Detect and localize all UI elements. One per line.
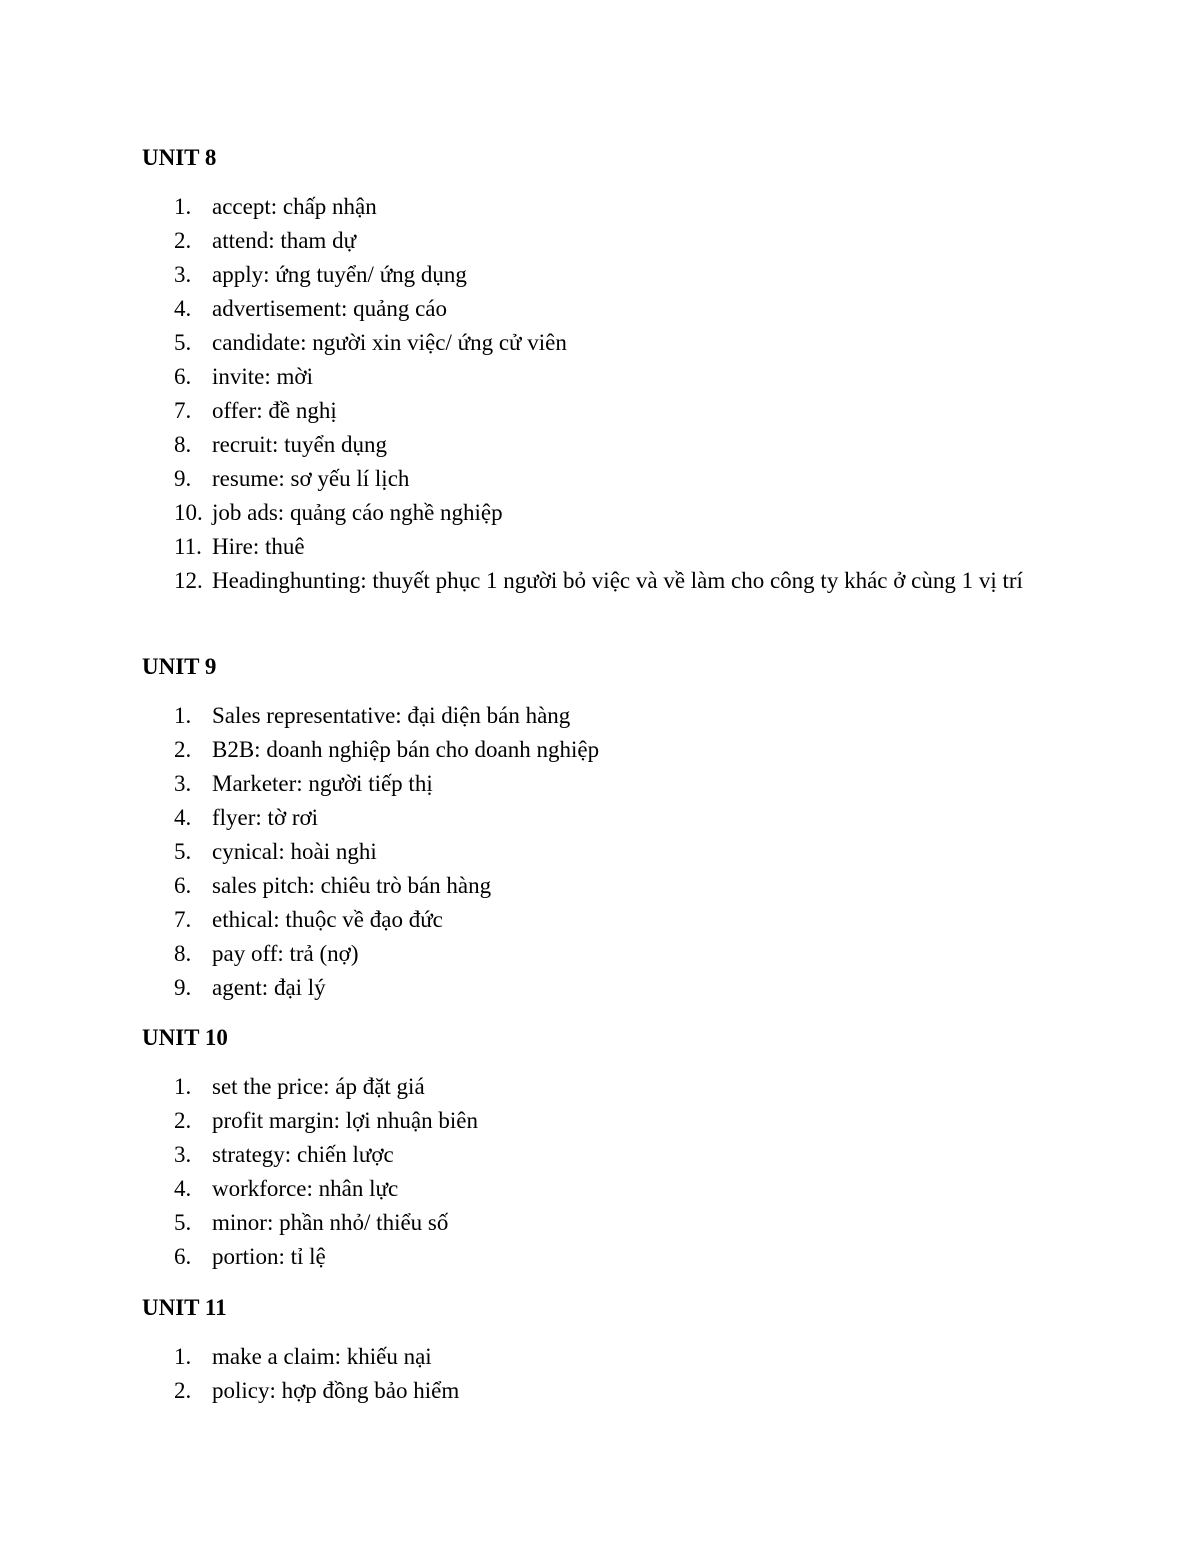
item-text: ethical: thuộc về đạo đức — [212, 907, 443, 932]
unit-11-section — [142, 1291, 1102, 1408]
item-number: 11. — [174, 534, 202, 559]
item-text: portion: tỉ lệ — [212, 1244, 326, 1269]
item-text: workforce: nhân lực — [212, 1176, 399, 1201]
item-text: agent: đại lý — [212, 975, 326, 1000]
item-text: invite: mời — [212, 364, 313, 389]
item-number: 7. — [174, 398, 192, 423]
item-text: candidate: người xin việc/ ứng cử viên — [212, 330, 567, 355]
item-text: job ads: quảng cáo nghề nghiệp — [212, 500, 503, 525]
list-item — [142, 767, 1102, 801]
unit-10-section — [142, 1021, 1102, 1274]
item-number: 3. — [174, 1142, 192, 1167]
list-item — [142, 937, 1102, 971]
unit-title: UNIT 11 — [142, 1295, 227, 1320]
list-item — [142, 835, 1102, 869]
list-item — [142, 903, 1102, 937]
list-item — [142, 1172, 1102, 1206]
item-text: minor: phần nhỏ/ thiểu số — [212, 1210, 449, 1235]
item-text: accept: chấp nhận — [212, 194, 377, 219]
item-text: Sales representative: đại diện bán hàng — [212, 703, 571, 728]
list-item — [142, 292, 1102, 326]
list-item — [142, 1240, 1102, 1274]
list-item — [142, 462, 1102, 496]
item-text: pay off: trả (nợ) — [212, 941, 359, 966]
item-number: 3. — [174, 771, 192, 796]
item-number: 2. — [174, 228, 192, 253]
item-number: 5. — [174, 839, 192, 864]
item-text: sales pitch: chiêu trò bán hàng — [212, 873, 492, 898]
item-number: 8. — [174, 941, 192, 966]
list-item — [142, 1070, 1102, 1104]
item-number: 1. — [174, 1344, 192, 1369]
item-text: set the price: áp đặt giá — [212, 1074, 425, 1099]
item-number: 9. — [174, 975, 192, 1000]
item-text: advertisement: quảng cáo — [212, 296, 448, 321]
unit-9-section — [142, 650, 1102, 1005]
item-number: 1. — [174, 194, 192, 219]
item-text: Headinghunting: thuyết phục 1 người bỏ việc và về làm cho công ty khác ở cùng 1 vị trí — [212, 568, 1023, 593]
item-text: apply: ứng tuyển/ ứng dụng — [212, 262, 467, 287]
list-item — [142, 869, 1102, 903]
item-number: 5. — [174, 1210, 192, 1235]
unit-8-section — [142, 141, 1102, 598]
item-number: 7. — [174, 907, 192, 932]
unit-title: UNIT 10 — [142, 1025, 228, 1050]
item-number: 4. — [174, 805, 192, 830]
list-item — [142, 394, 1102, 428]
item-text: policy: hợp đồng bảo hiểm — [212, 1378, 460, 1403]
list-item — [142, 258, 1102, 292]
item-number: 5. — [174, 330, 192, 355]
item-number: 12. — [174, 568, 203, 593]
item-number: 6. — [174, 364, 192, 389]
list-item — [142, 326, 1102, 360]
item-number: 10. — [174, 500, 203, 525]
list-item — [142, 224, 1102, 258]
list-item — [142, 428, 1102, 462]
item-number: 3. — [174, 262, 192, 287]
list-item — [142, 530, 1102, 564]
item-text: Hire: thuê — [212, 534, 305, 559]
list-item — [142, 360, 1102, 394]
item-text: B2B: doanh nghiệp bán cho doanh nghiệp — [212, 737, 600, 762]
item-number: 2. — [174, 1108, 192, 1133]
item-text: resume: sơ yếu lí lịch — [212, 466, 410, 491]
item-number: 2. — [174, 1378, 192, 1403]
item-text: Marketer: người tiếp thị — [212, 771, 433, 796]
vocab-list — [142, 190, 1102, 598]
list-item — [142, 190, 1102, 224]
item-text: make a claim: khiếu nại — [212, 1344, 432, 1369]
vocab-list — [142, 1070, 1102, 1274]
item-number: 1. — [174, 1074, 192, 1099]
list-item — [142, 1374, 1102, 1408]
item-number: 2. — [174, 737, 192, 762]
unit-title: UNIT 9 — [142, 654, 217, 679]
item-text: offer: đề nghị — [212, 398, 337, 423]
item-number: 9. — [174, 466, 192, 491]
item-text: strategy: chiến lược — [212, 1142, 394, 1167]
list-item — [142, 496, 1102, 530]
list-item — [142, 1138, 1102, 1172]
item-number: 1. — [174, 703, 192, 728]
vocab-list — [142, 1340, 1102, 1408]
item-text: profit margin: lợi nhuận biên — [212, 1108, 478, 1133]
list-item — [142, 699, 1102, 733]
item-number: 6. — [174, 1244, 192, 1269]
item-text: cynical: hoài nghi — [212, 839, 377, 864]
item-number: 4. — [174, 1176, 192, 1201]
list-item — [142, 1206, 1102, 1240]
list-item — [142, 971, 1102, 1005]
unit-title: UNIT 8 — [142, 145, 217, 170]
item-number: 4. — [174, 296, 192, 321]
list-item — [142, 1340, 1102, 1374]
item-text: attend: tham dự — [212, 228, 357, 253]
item-text: flyer: tờ rơi — [212, 805, 319, 830]
list-item — [142, 1104, 1102, 1138]
list-item — [142, 733, 1102, 767]
item-text: recruit: tuyển dụng — [212, 432, 388, 457]
item-number: 6. — [174, 873, 192, 898]
list-item — [142, 801, 1102, 835]
list-item — [142, 564, 1082, 598]
item-number: 8. — [174, 432, 192, 457]
vocab-list — [142, 699, 1102, 1005]
